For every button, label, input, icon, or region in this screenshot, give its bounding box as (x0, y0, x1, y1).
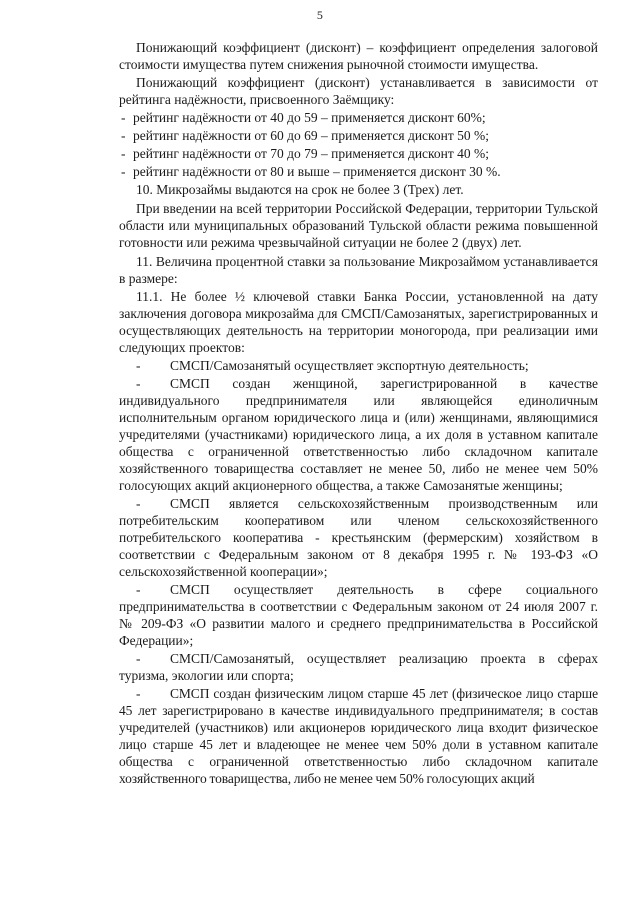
rating-list-item: - рейтинг надёжности от 40 до 59 – применяется дисконт 60%; (121, 110, 486, 125)
document-body (119, 39, 598, 788)
page-number: 5 (316, 8, 324, 22)
emergency-paragraph: При введении на всей территории Российской Федерации, территории Тульской области или муниципальных образований Тульской области режима повышенной готовности или режима чрезвычайной ситуации не более 2 (двух) лет. (119, 201, 598, 250)
item-11-1-paragraph: 11.1. Не более ½ ключевой ставки Банка России, установленной на дату заключения договора микрозайма для СМСП/Самозанятых, зарегистрированных и осуществляющих деятельность на территории моногорода, при реализации ими следующих проектов: (119, 289, 598, 355)
rating-list (119, 109, 598, 180)
project-bullet-item: - СМСП/Самозанятый осуществляет экспортную деятельность; (136, 358, 529, 373)
project-bullet-item: - СМСП создан физическим лицом старше 45 лет (физическое лицо старше 45 лет зарегистрировано в качестве индивидуального предпринимателя; в состав учредителей (участников) или акционеров юридического лица входит физическое лицо старше 45 лет и владеющее не менее чем 50% доли в уставном капитале общества с ограниченной ответственностью либо складочном капитале хозяйственного товарищества, либо не менее чем 50% голосующих акций (119, 686, 598, 786)
rating-list-item: - рейтинг надёжности от 80 и выше – применяется дисконт 30 %. (121, 164, 501, 179)
project-bullet-item: - СМСП создан женщиной, зарегистрированной в качестве индивидуального предпринимателя или являющейся единоличным исполнительным органом юридического лица и (или) женщинами, являющимися учредителями (участниками) юридического лица, а их доля в уставном капитале общества с ограниченной ответственностью либо складочном капитале хозяйственного товарищества составляет не менее 50, либо не менее чем 50% голосующих акций акционерного общества, а также Самозанятые женщины; (119, 376, 598, 493)
discount-rating-intro-paragraph: Понижающий коэффициент (дисконт) устанавливается в зависимости от рейтинга надёжности, присвоенного Заёмщику: (119, 75, 598, 107)
discount-definition-paragraph: Понижающий коэффициент (дисконт) – коэффициент определения залоговой стоимости имущества путем снижения рыночной стоимости имущества. (119, 40, 598, 72)
project-bullet-item: - СМСП/Самозанятый, осуществляет реализацию проекта в сферах туризма, экологии или спорта; (119, 651, 598, 683)
item-11-paragraph: 11. Величина процентной ставки за пользование Микрозаймом устанавливается в размере: (119, 254, 598, 286)
rating-list-item: - рейтинг надёжности от 70 до 79 – применяется дисконт 40 %; (121, 146, 490, 161)
project-bullet-item: - СМСП осуществляет деятельность в сфере социального предпринимательства в соответствии с Федеральным законом от 24 июля 2007 г. № 209-ФЗ «О развитии малого и среднего предпринимательства в Российской Федерации»; (119, 582, 598, 648)
item-10-paragraph: 10. Микрозаймы выдаются на срок не более 3 (Трех) лет. (136, 182, 464, 197)
project-bullet-item: - СМСП является сельскохозяйственным производственным или потребительским кооперативом или членом сельскохозяйственного потребительского кооператива - крестьянским (фермерским) хозяйством в соответствии с Федеральным законом от 8 декабря 1995 г. № 193-ФЗ «О сельскохозяйственной кооперации»; (119, 496, 598, 579)
rating-list-item: - рейтинг надёжности от 60 до 69 – применяется дисконт 50 %; (121, 128, 490, 143)
